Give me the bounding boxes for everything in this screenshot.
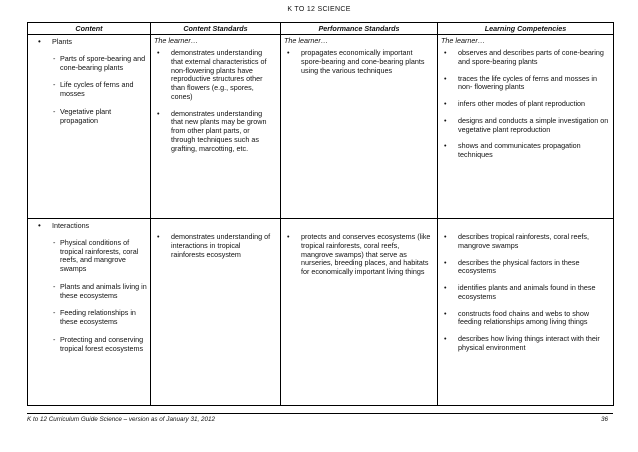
content-standards-list bbox=[151, 219, 280, 259]
dash: - bbox=[53, 237, 56, 247]
bullet: • bbox=[444, 283, 447, 293]
dash: - bbox=[53, 106, 56, 116]
curriculum-table bbox=[27, 22, 614, 406]
topic-label: Plants bbox=[52, 37, 72, 46]
list-item bbox=[441, 310, 609, 328]
competencies-cell bbox=[438, 35, 614, 219]
bullet: • bbox=[444, 257, 447, 267]
subtopic-text: Life cycles of ferns and mosses bbox=[60, 80, 134, 99]
list-item bbox=[441, 142, 609, 160]
content-cell bbox=[28, 35, 151, 219]
competencies-list bbox=[438, 219, 613, 353]
footer-document-title: K to 12 Curriculum Guide Science – version as of January 31, 2012 bbox=[27, 416, 215, 423]
topic bbox=[28, 35, 150, 47]
performance-standards-cell bbox=[281, 35, 438, 219]
subtopic-text: Physical conditions of tropical rainforests, coral reefs, and mangrove swamps bbox=[60, 237, 139, 274]
item-text: propagates economically important spore-bearing and cone-bearing plants using the various techniques bbox=[301, 48, 425, 75]
table-row-interactions bbox=[28, 219, 614, 406]
page-header: K TO 12 SCIENCE bbox=[287, 6, 351, 13]
bullet: • bbox=[444, 115, 447, 125]
subtopic-text: Plants and animals living in these ecosystems bbox=[60, 281, 147, 300]
list-item bbox=[154, 110, 276, 154]
performance-standards-list bbox=[281, 219, 437, 277]
subtopic-item bbox=[53, 309, 150, 327]
list-item bbox=[441, 284, 609, 302]
competencies-cell bbox=[438, 219, 614, 406]
list-item bbox=[441, 233, 609, 251]
subtopic-text: Vegetative plant propagation bbox=[60, 106, 112, 125]
item-text: describes the physical factors in these ecosystems bbox=[458, 257, 580, 276]
bullet: • bbox=[444, 99, 447, 109]
subtopic-item bbox=[53, 283, 150, 301]
bullet: • bbox=[287, 48, 290, 57]
dash: - bbox=[53, 281, 56, 291]
item-text: designs and conducts a simple investigation on vegetative plant reproduction bbox=[458, 115, 609, 134]
dash: - bbox=[53, 335, 56, 345]
bullet: • bbox=[38, 221, 41, 230]
table-row-plants bbox=[28, 35, 614, 219]
content-cell bbox=[28, 219, 151, 406]
bullet: • bbox=[287, 232, 290, 241]
subtopic-item bbox=[53, 55, 150, 73]
performance-standards-cell bbox=[281, 219, 438, 406]
intro-text: The learner… bbox=[284, 36, 328, 45]
content-standards-cell bbox=[151, 35, 281, 219]
bullet: • bbox=[444, 73, 447, 83]
item-text: demonstrates understanding that new plants may be grown from other plant parts, or through techniques such as grafting, marcotting, etc. bbox=[171, 108, 267, 153]
subtopic-item bbox=[53, 239, 150, 274]
subtopic-item bbox=[53, 336, 150, 354]
subtopic-text: Protecting and conserving tropical forest ecosystems bbox=[60, 335, 144, 353]
intro-text: The learner… bbox=[154, 36, 198, 45]
list-item bbox=[441, 49, 609, 67]
bullet: • bbox=[444, 232, 447, 241]
list-item bbox=[284, 233, 433, 277]
item-text: demonstrates understanding that external characteristics of non-flowering plants have reproductive structures other than flowers (e.g., spores, cones) bbox=[171, 48, 267, 101]
column-header-content: Content bbox=[28, 23, 151, 35]
subtopic-item bbox=[53, 108, 150, 126]
bullet: • bbox=[444, 48, 447, 57]
item-text: demonstrates understanding of interactions in tropical rainforests ecosystem bbox=[171, 232, 271, 259]
bullet: • bbox=[444, 334, 447, 344]
list-item bbox=[441, 117, 609, 135]
item-text: constructs food chains and webs to show feeding relationships among living things bbox=[458, 308, 590, 327]
list-item bbox=[441, 335, 609, 353]
list-item bbox=[154, 233, 276, 259]
page-number: 36 bbox=[600, 416, 608, 423]
subtopic-text: Parts of spore-bearing and cone-bearing plants bbox=[60, 53, 146, 72]
topic bbox=[28, 219, 150, 231]
list-item bbox=[441, 75, 609, 93]
column-header-learning-competencies: Learning Competencies bbox=[438, 23, 614, 35]
column-header-performance-standards: Performance Standards bbox=[281, 23, 438, 35]
dash: - bbox=[53, 308, 56, 318]
subtopic-list bbox=[28, 47, 150, 126]
subtopic-item bbox=[53, 81, 150, 99]
item-text: describes tropical rainforests, coral reefs, mangrove swamps bbox=[458, 232, 590, 250]
bullet: • bbox=[38, 37, 41, 46]
bullet: • bbox=[157, 108, 160, 118]
content-standards-cell bbox=[151, 219, 281, 406]
bullet: • bbox=[157, 48, 160, 57]
page-footer bbox=[27, 413, 613, 425]
item-text: describes how living things interact with their physical environment bbox=[458, 334, 600, 353]
item-text: infers other modes of plant reproduction bbox=[458, 99, 586, 109]
item-text: traces the life cycles of ferns and mosses in non- flowering plants bbox=[458, 73, 598, 92]
subtopic-list bbox=[28, 231, 150, 354]
item-text: observes and describes parts of cone-bearing and spore-bearing plants bbox=[458, 48, 604, 66]
list-item bbox=[284, 49, 433, 75]
competencies-list bbox=[438, 46, 613, 160]
item-text: shows and communicates propagation techniques bbox=[458, 141, 581, 160]
list-item bbox=[154, 49, 276, 102]
item-text: protects and conserves ecosystems (like tropical rainforests, coral reefs, mangrove swamps) that serve as nurseries, breeding places, and habitats for economically important living things bbox=[301, 232, 431, 277]
dash: - bbox=[53, 53, 56, 63]
item-text: identifies plants and animals found in these ecosystems bbox=[458, 283, 596, 301]
table-header-row bbox=[28, 23, 614, 35]
intro-text: The learner… bbox=[441, 36, 485, 45]
bullet: • bbox=[444, 308, 447, 318]
column-header-content-standards: Content Standards bbox=[151, 23, 281, 35]
content-standards-list bbox=[151, 46, 280, 154]
list-item bbox=[441, 259, 609, 277]
subtopic-text: Feeding relationships in these ecosystems bbox=[60, 308, 136, 327]
bullet: • bbox=[444, 141, 447, 151]
dash: - bbox=[53, 80, 56, 90]
bullet: • bbox=[157, 232, 160, 241]
performance-standards-list bbox=[281, 46, 437, 75]
list-item bbox=[441, 100, 609, 109]
topic-label: Interactions bbox=[52, 221, 90, 230]
